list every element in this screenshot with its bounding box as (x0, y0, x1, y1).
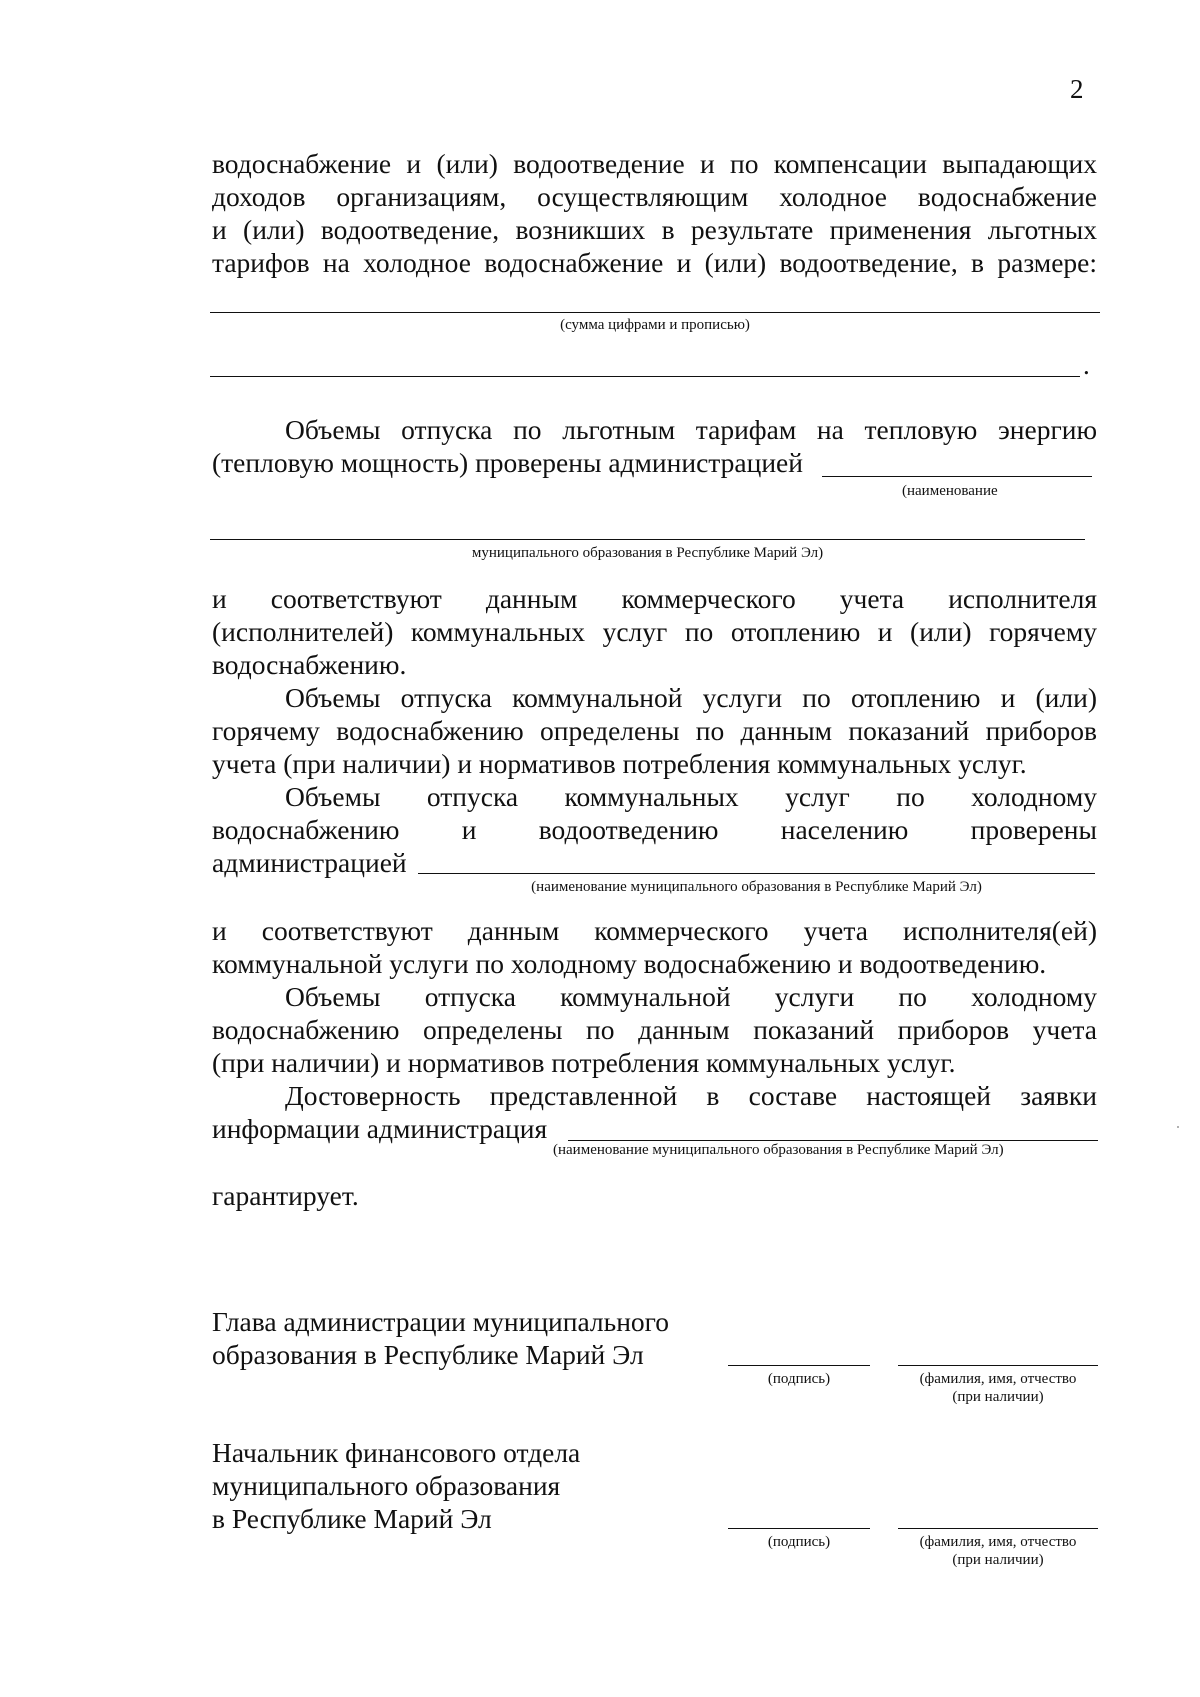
para4-line3: учета (при наличии) и нормативов потребления коммунальных услуг. (212, 748, 1027, 779)
para5-line3: администрацией (212, 847, 407, 878)
para7-line1: Объемы отпуска коммунальной услуги по холодному (285, 981, 1097, 1012)
para2-line2: (тепловую мощность) проверены администрацией (212, 447, 803, 478)
admin-name-field-3 (418, 873, 1095, 874)
para2-line1: Объемы отпуска по льготным тарифам на тепловую энергию (285, 414, 1097, 445)
para6-line1: и соответствуют данным коммерческого учета исполнителя(ей) (212, 915, 1097, 946)
para3-line1: и соответствуют данным коммерческого учета исполнителя (212, 583, 1097, 614)
para1-line1: водоснабжение и (или) водоотведение и по компенсации выпадающих (212, 148, 1097, 179)
para8-line1: Достоверность представленной в составе настоящей заявки (285, 1080, 1097, 1111)
signature2-caption-name-2: (при наличии) (952, 1552, 1044, 1568)
signature1-sign-line (728, 1365, 870, 1366)
signature1-caption-sign: (подпись) (767, 1371, 831, 1387)
para6-line2: коммунальной услуги по холодному водоснабжению и водоотведению. (212, 948, 1047, 979)
signature2-caption-name: (фамилия, имя, отчество (919, 1534, 1077, 1550)
para1-line3: и (или) водоотведение, возникших в результате применения льготных (212, 214, 1097, 245)
signature2-title-line1: Начальник финансового отдела (212, 1437, 581, 1468)
signature1-title-line1: Глава администрации муниципального (212, 1306, 670, 1337)
signature2-title-line3: в Республике Марий Эл (212, 1503, 492, 1534)
sum-period: . (1083, 350, 1090, 380)
scan-speck (1177, 1126, 1179, 1128)
caption-sum: (сумма цифрами и прописью) (560, 317, 750, 333)
para3-line2: (исполнителей) коммунальных услуг по отоплению и (или) горячему (212, 616, 1097, 647)
para3-line3: водоснабжению. (212, 649, 407, 680)
caption-name-end: муниципального образования в Республике Марий Эл) (471, 545, 824, 561)
caption-municipal: (наименование муниципального образования в Республике Марий Эл) (531, 879, 982, 895)
para4-line2: горячему водоснабжению определены по данным показаний приборов (212, 715, 1097, 746)
signature1-title-line2: образования в Республике Марий Эл (212, 1339, 644, 1370)
para4-line1: Объемы отпуска коммунальной услуги по отоплению и (или) (285, 682, 1097, 713)
page-number: 2 (1070, 74, 1084, 104)
signature2-name-line (898, 1528, 1098, 1529)
para8-line2: информации администрация (212, 1113, 548, 1144)
signature1-name-line (898, 1365, 1098, 1366)
signature1-caption-name-2: (при наличии) (952, 1389, 1044, 1405)
para5-line1: Объемы отпуска коммунальных услуг по холодному (285, 781, 1097, 812)
para7-line3: (при наличии) и нормативов потребления коммунальных услуг. (212, 1047, 956, 1078)
signature2-title-line2: муниципального образования (212, 1470, 561, 1501)
signature2-caption-sign: (подпись) (767, 1534, 831, 1550)
para1-line4: тарифов на холодное водоснабжение и (или) водоотведение, в размере: (212, 247, 1097, 278)
signature1-caption-name: (фамилия, имя, отчество (919, 1371, 1077, 1387)
admin-name-field-1 (822, 476, 1092, 477)
caption-name-start: (наименование (902, 483, 998, 499)
admin-name-field-2 (210, 539, 1085, 540)
sum-field-line-1 (210, 312, 1100, 313)
guarantee-text: гарантирует. (212, 1180, 359, 1211)
para5-line2: водоснабжению и водоотведению населению проверены (212, 814, 1097, 845)
sum-field-line-2 (210, 376, 1080, 377)
para7-line2: водоснабжению определены по данным показаний приборов учета (212, 1014, 1097, 1045)
para1-line2: доходов организациям, осуществляющим холодное водоснабжение (212, 181, 1097, 212)
caption-municipal-2: (наименование муниципального образования в Республике Марий Эл) (553, 1142, 1004, 1158)
signature2-sign-line (728, 1528, 870, 1529)
